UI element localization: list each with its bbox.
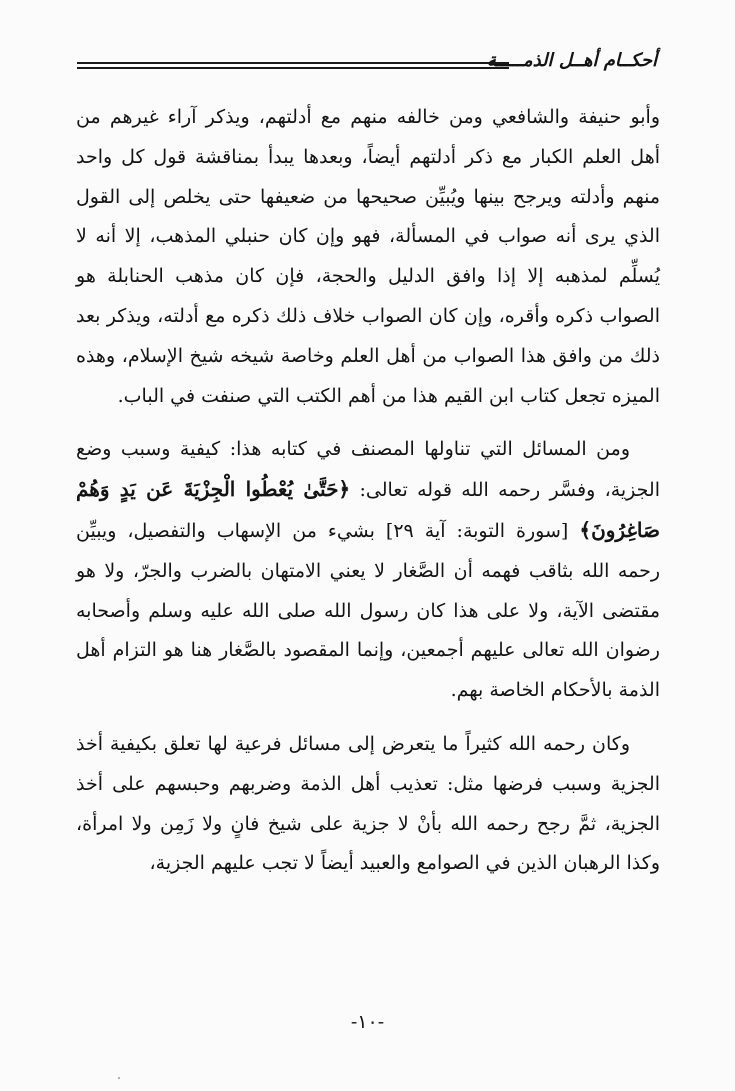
header-double-rule [77,62,509,69]
quran-verse: ﴿حَتَّىٰ يُعْطُوا الْجِزْيَةَ عَن يَدٍ وَهُمْ صَاغِرُونَ﴾ [76,477,660,542]
paragraph-2-body: [سورة التوبة: آية ٢٩] بشيء من الإسهاب والتفصيل، ويبيِّن رحمه الله بثاقب فهمه أن الصَّغار لا يعني الامتهان بالضرب والجرّ، ولا هو مقتضى الآية، ولا على هذا كان رسول الله صلى الله عليه وسلم وأصحابه رضوان الله تعالى عليهم أجمعين، وإنما المقصود بالصَّغار هنا هو التزام أهل الذمة بالأحكام الخاصة بهم. [76,519,660,702]
body-text [76,98,660,884]
header-title: أحكــام أهــل الذمـــــة [486,50,657,71]
paragraph-2-intro: ومن المسائل التي تناولها المصنف في كتابه هذا: كيفية وسبب وضع الجزية، وفسَّر رحمه الله قوله تعالى: [76,438,660,502]
page-number: -١٠- [350,1011,385,1033]
running-header [77,48,657,76]
paragraph-3: وكان رحمه الله كثيراً ما يتعرض إلى مسائل فرعية لها تعلق بكيفية أخذ الجزية وسبب فرضها مثل: تعذيب أهل الذمة وضربهم وحبسهم على أخذ الجزية، ثمَّ رجح رحمه الله بأنْ لا جزية على شيخ فانٍ ولا زَمِن ولا امرأة، وكذا الرهبان الذين في الصوامع والعبيد أيضاً لا تجب عليهم الجزية، [76,732,660,875]
paragraph-1: وأبو حنيفة والشافعي ومن خالفه منهم مع أدلتهم، ويذكر آراء غيرهم من أهل العلم الكبار مع ذكر أدلتهم أيضاً، وبعدها يبدأ بمناقشة قول كل واحد منهم وأدلته ويرجح بينها ويُبيِّن صحيحها من ضعيفها حتى يخلص إلى القول الذي يرى أنه صواب في المسألة، فهو وإن كان حنبلي المذهب، إلا أنه لا يُسلِّم لمذهبه إلا إذا وافق الدليل والحجة، فإن كان مذهب الحنابلة هو الصواب ذكره وأقره، وإن كان الصواب خلاف ذلك ذكره مع أدلته، ويذكر بعد ذلك من وافق هذا الصواب من أهل العلم وخاصة شيخه شيخ الإسلام، وهذه الميزه تجعل كتاب ابن القيم هذا من أهم الكتب التي صنفت في الباب. [76,106,660,407]
scan-speck [118,1077,120,1079]
paragraph-2 [76,430,660,711]
